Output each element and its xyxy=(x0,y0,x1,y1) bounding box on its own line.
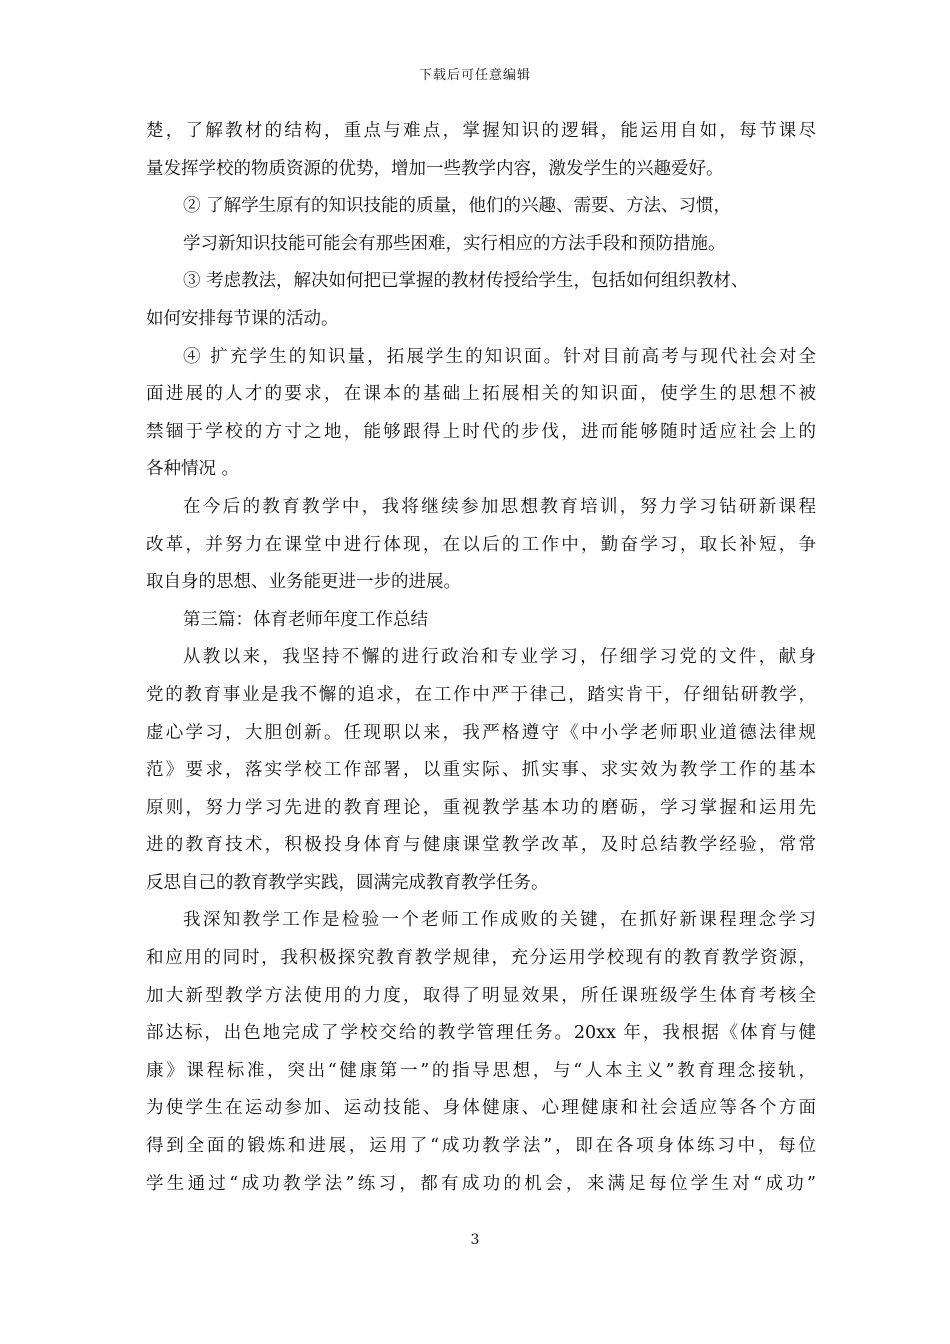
text-line: 反思自己的教育教学实践，圆满完成教育教学任务。 xyxy=(146,872,549,893)
text-line: 进的教育技术，积极投身体育与健康课堂教学改革，及时总结教学经验，常常 xyxy=(146,835,816,856)
document-body xyxy=(146,113,816,1203)
text-line: 范》要求，落实学校工作部署，以重实际、抓实事、求实效为教学工作的基本 xyxy=(146,760,816,781)
text-line: 禁锢于学校的方寸之地，能够跟得上时代的步伐，进而能够随时适应社会上的 xyxy=(146,421,816,442)
page-number: 3 xyxy=(470,1232,480,1248)
text-line: 党的教育事业是我不懈的追求，在工作中严于律己，踏实肯干，仔细钻研教学， xyxy=(146,684,816,705)
text-line: 在今后的教育教学中，我将继续参加思想教育培训，努力学习钻研新课程 xyxy=(183,496,816,517)
text-line: 学习新知识技能可能会有那些困难，实行相应的方法手段和预防措施。 xyxy=(183,233,726,254)
text-line: 楚，了解教材的结构，重点与难点，掌握知识的逻辑，能运用自如，每节课尽 xyxy=(146,121,816,141)
text-line: 如何安排每节课的活动。 xyxy=(146,308,339,329)
text-line: ③ 考虑教法，解决如何把已掌握的教材传授给学生，包括如何组织教材、 xyxy=(183,271,749,292)
text-line: ② 了解学生原有的知识技能的质量，他们的兴趣、需要、方法、习惯， xyxy=(183,196,732,217)
text-line: 为使学生在运动参加、运动技能、身体健康、心理健康和社会适应等各个方面 xyxy=(146,1098,816,1119)
text-line: 和应用的同时，我积极探究教育教学规律，充分运用学校现有的教育教学资源， xyxy=(146,948,816,969)
text-line: 康》课程标准，突出“健康第一”的指导思想，与“人本主义”教育理念接轨， xyxy=(146,1060,816,1081)
text-line: 我深知教学工作是检验一个老师工作成败的关键，在抓好新课程理念学习 xyxy=(183,910,816,931)
text-line: ④ 扩充学生的知识量，拓展学生的知识面。针对目前高考与现代社会对全 xyxy=(183,346,816,367)
text-line: 虚心学习，大胆创新。任现职以来，我严格遵守《中小学老师职业道德法律规 xyxy=(146,722,816,743)
text-line: 加大新型教学方法使用的力度，取得了明显效果，所任课班级学生体育考核全 xyxy=(146,985,816,1006)
text-line: 原则，努力学习先进的教育理论，重视教学基本功的磨砺，学习掌握和运用先 xyxy=(146,797,816,818)
text-line: 取自身的思想、业务能更进一步的进展。 xyxy=(146,572,461,593)
text-line: 从教以来，我坚持不懈的进行政治和专业学习，仔细学习党的文件，献身 xyxy=(183,647,816,668)
text-line: 第三篇：体育老师年度工作总结 xyxy=(183,609,428,630)
text-line: 得到全面的锻炼和进展，运用了“成功教学法”，即在各项身体练习中，每位 xyxy=(146,1136,816,1157)
text-line: 各种情况 。 xyxy=(146,459,240,480)
text-line: 改革，并努力在课堂中进行体现，在以后的工作中，勤奋学习，取长补短，争 xyxy=(146,534,816,555)
text-line: 量发挥学校的物质资源的优势，增加一些教学内容，激发学生的兴趣爱好。 xyxy=(146,158,724,179)
text-line: 部达标，出色地完成了学校交给的教学管理任务。20xx 年，我根据《体育与健 xyxy=(146,1023,816,1044)
page-header: 下载后可任意编辑 xyxy=(418,68,531,83)
text-line: 面进展的人才的要求，在课本的基础上拓展相关的知识面，使学生的思想不被 xyxy=(146,384,816,405)
text-line: 学生通过“成功教学法”练习，都有成功的机会，来满足每位学生对“成功” xyxy=(146,1173,816,1194)
